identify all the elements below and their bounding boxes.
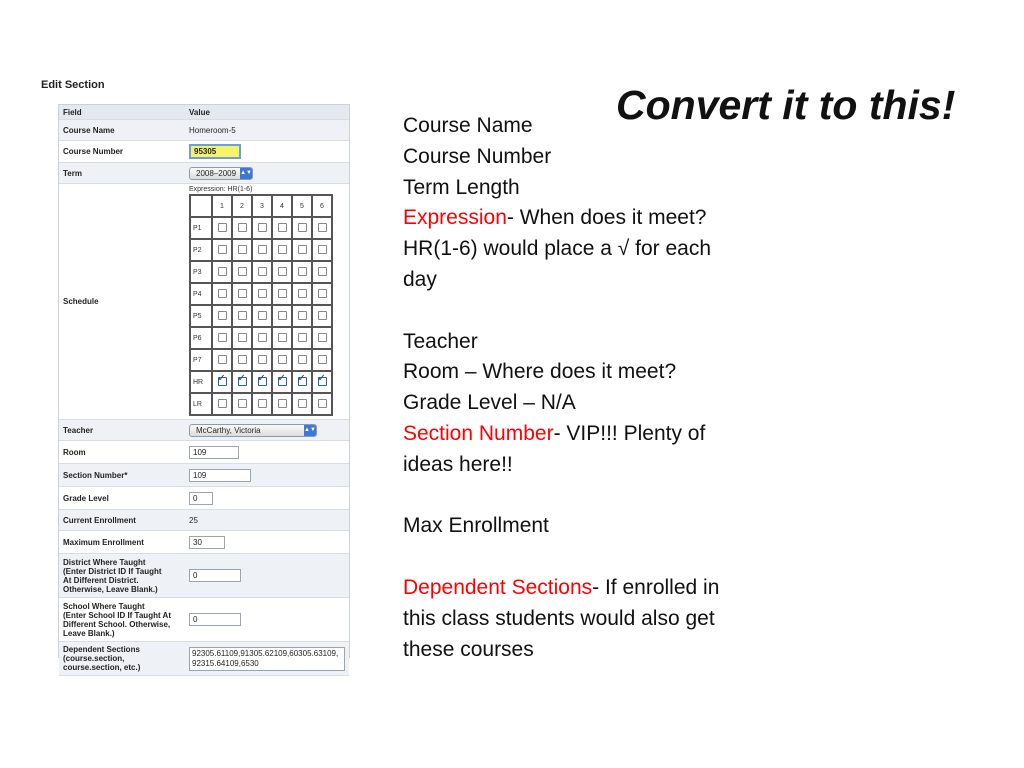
schedule-cell bbox=[212, 371, 232, 393]
note-term-length: Term Length bbox=[403, 175, 520, 199]
schedule-day-header: 4 bbox=[272, 195, 292, 217]
schedule-period-row bbox=[190, 349, 332, 371]
schedule-grid-corner bbox=[190, 195, 212, 217]
schedule-cell bbox=[272, 239, 292, 261]
schedule-cell bbox=[212, 217, 232, 239]
schedule-cell bbox=[272, 393, 292, 415]
note-dependent-sections-cont: this class students would also get bbox=[403, 606, 715, 630]
schedule-period-row bbox=[190, 239, 332, 261]
teacher-select[interactable] bbox=[189, 424, 317, 437]
schedule-cell bbox=[312, 327, 332, 349]
max-enrollment-row bbox=[59, 531, 349, 554]
note-spacer bbox=[403, 481, 803, 512]
note-dependent-sections bbox=[403, 573, 803, 604]
note-expression-keyword: Expression bbox=[403, 206, 507, 230]
note-expression-detail: HR(1-6) would place a √ for each bbox=[403, 237, 711, 261]
schedule-cell bbox=[292, 371, 312, 393]
schedule-checkbox[interactable] bbox=[218, 311, 227, 320]
schedule-checkbox[interactable] bbox=[278, 355, 287, 364]
course-number-label: Course Number bbox=[59, 141, 185, 163]
schedule-checkbox[interactable] bbox=[258, 223, 267, 232]
current-enrollment-label: Current Enrollment bbox=[59, 510, 185, 531]
schedule-cell bbox=[252, 327, 272, 349]
schedule-period-label: P3 bbox=[190, 261, 212, 283]
schedule-checkbox[interactable] bbox=[298, 267, 307, 276]
schedule-cell bbox=[212, 327, 232, 349]
schedule-period-row bbox=[190, 283, 332, 305]
district-taught-label bbox=[59, 554, 185, 598]
teacher-label: Teacher bbox=[59, 420, 185, 441]
schedule-cell bbox=[232, 371, 252, 393]
schedule-cell bbox=[292, 239, 312, 261]
schedule-checkbox[interactable] bbox=[258, 267, 267, 276]
schedule-cell bbox=[272, 349, 292, 371]
note-max-enrollment: Max Enrollment bbox=[403, 514, 549, 538]
schedule-cell bbox=[272, 283, 292, 305]
schedule-checkbox[interactable] bbox=[318, 223, 327, 232]
schedule-cell bbox=[292, 283, 312, 305]
schedule-checkbox[interactable] bbox=[238, 223, 247, 232]
schedule-period-row bbox=[190, 305, 332, 327]
schedule-checkbox[interactable] bbox=[278, 333, 287, 342]
note-spacer bbox=[403, 296, 803, 327]
schedule-checkbox-checked[interactable] bbox=[258, 377, 267, 386]
schedule-day-header: 5 bbox=[292, 195, 312, 217]
schedule-cell bbox=[252, 349, 272, 371]
schedule-cell bbox=[292, 305, 312, 327]
schedule-checkbox[interactable] bbox=[298, 333, 307, 342]
schedule-period-row bbox=[190, 393, 332, 415]
note-teacher: Teacher bbox=[403, 329, 478, 353]
schedule-checkbox[interactable] bbox=[218, 223, 227, 232]
note-dependent-sections-keyword: Dependent Sections bbox=[403, 575, 593, 599]
schedule-cell bbox=[312, 305, 332, 327]
schedule-cell bbox=[232, 349, 252, 371]
schedule-checkbox[interactable] bbox=[278, 289, 287, 298]
schedule-checkbox[interactable] bbox=[218, 333, 227, 342]
teacher-select-value: McCarthy, Victoria bbox=[196, 425, 261, 435]
form-table bbox=[59, 105, 349, 676]
schedule-cell bbox=[312, 393, 332, 415]
schedule-period-label: P7 bbox=[190, 349, 212, 371]
select-arrows-icon: ▲▼ bbox=[240, 168, 252, 179]
schedule-cell bbox=[232, 393, 252, 415]
schedule-checkbox[interactable] bbox=[238, 289, 247, 298]
schedule-cell bbox=[232, 283, 252, 305]
district-taught-row bbox=[59, 554, 349, 598]
school-taught-label bbox=[59, 598, 185, 642]
schedule-cell bbox=[252, 283, 272, 305]
term-select-value: 2008–2009 bbox=[196, 168, 237, 178]
schedule-checkbox-checked[interactable] bbox=[278, 377, 287, 386]
dependent-sections-label bbox=[59, 642, 185, 676]
schedule-cell bbox=[272, 217, 292, 239]
schedule-cell bbox=[292, 349, 312, 371]
value-column-header: Value bbox=[185, 105, 349, 120]
room-label: Room bbox=[59, 441, 185, 464]
dependent-sections-label-line: course.section, etc.) bbox=[63, 663, 141, 672]
schedule-period-label: P5 bbox=[190, 305, 212, 327]
schedule-cell bbox=[212, 393, 232, 415]
schedule-checkbox[interactable] bbox=[258, 289, 267, 298]
schedule-cell bbox=[292, 327, 312, 349]
section-number-row bbox=[59, 464, 349, 487]
district-taught-label-line: At Different District. bbox=[63, 575, 139, 585]
note-section-number-cont: ideas here!! bbox=[403, 452, 513, 476]
school-taught-label-line: Different School. Otherwise, bbox=[63, 619, 171, 629]
schedule-checkbox[interactable] bbox=[318, 355, 327, 364]
schedule-period-label: P2 bbox=[190, 239, 212, 261]
schedule-cell bbox=[232, 239, 252, 261]
schedule-row bbox=[59, 184, 349, 420]
schedule-period-row bbox=[190, 327, 332, 349]
term-row bbox=[59, 163, 349, 184]
schedule-checkbox[interactable] bbox=[318, 245, 327, 254]
dependent-sections-row bbox=[59, 642, 349, 676]
section-number-input[interactable]: 109 bbox=[189, 469, 251, 482]
schedule-expression: Expression: HR(1-6) bbox=[189, 186, 253, 193]
schedule-period-label: P4 bbox=[190, 283, 212, 305]
select-arrows-icon: ▲▼ bbox=[304, 425, 316, 436]
schedule-checkbox[interactable] bbox=[258, 333, 267, 342]
schedule-period-label: P1 bbox=[190, 217, 212, 239]
schedule-checkbox[interactable] bbox=[278, 245, 287, 254]
schedule-grid bbox=[189, 194, 333, 416]
course-number-row bbox=[59, 141, 349, 163]
note-course-number: Course Number bbox=[403, 144, 552, 168]
schedule-checkbox[interactable] bbox=[258, 245, 267, 254]
schedule-day-header: 3 bbox=[252, 195, 272, 217]
schedule-checkbox[interactable] bbox=[218, 267, 227, 276]
schedule-cell bbox=[292, 393, 312, 415]
course-number-input[interactable]: 95305 bbox=[189, 144, 241, 159]
schedule-cell bbox=[232, 327, 252, 349]
schedule-cell bbox=[272, 261, 292, 283]
schedule-checkbox[interactable] bbox=[218, 289, 227, 298]
schedule-day-header: 6 bbox=[312, 195, 332, 217]
max-enrollment-input[interactable]: 30 bbox=[189, 536, 225, 549]
schedule-checkbox[interactable] bbox=[298, 311, 307, 320]
schedule-cell bbox=[292, 261, 312, 283]
note-spacer bbox=[403, 542, 803, 573]
schedule-cell bbox=[232, 217, 252, 239]
note-section-number-text: - VIP!!! Plenty of bbox=[553, 421, 706, 445]
grade-level-input[interactable]: 0 bbox=[189, 492, 213, 505]
schedule-cell bbox=[312, 283, 332, 305]
schedule-period-row bbox=[190, 261, 332, 283]
schedule-cell bbox=[252, 217, 272, 239]
schedule-cell bbox=[252, 371, 272, 393]
schedule-cell bbox=[272, 327, 292, 349]
schedule-label: Schedule bbox=[59, 184, 185, 420]
schedule-checkbox[interactable] bbox=[318, 399, 327, 408]
schedule-cell bbox=[272, 371, 292, 393]
schedule-checkbox[interactable] bbox=[278, 311, 287, 320]
schedule-checkbox[interactable] bbox=[318, 333, 327, 342]
grade-level-label: Grade Level bbox=[59, 487, 185, 510]
dependent-sections-label-line: Dependent Sections bbox=[63, 645, 140, 654]
note-expression bbox=[403, 203, 803, 234]
district-taught-label-line: District Where Taught bbox=[63, 557, 146, 567]
teacher-row bbox=[59, 420, 349, 441]
room-row bbox=[59, 441, 349, 464]
schedule-cell bbox=[232, 261, 252, 283]
schedule-checkbox-checked[interactable] bbox=[218, 377, 227, 386]
schedule-checkbox[interactable] bbox=[318, 311, 327, 320]
schedule-cell bbox=[212, 239, 232, 261]
schedule-checkbox[interactable] bbox=[318, 267, 327, 276]
district-taught-input[interactable]: 0 bbox=[189, 569, 241, 582]
schedule-checkbox[interactable] bbox=[238, 311, 247, 320]
current-enrollment-value: 25 bbox=[185, 510, 349, 531]
form-header-row bbox=[59, 105, 349, 120]
schedule-period-label: HR bbox=[190, 371, 212, 393]
schedule-checkbox[interactable] bbox=[298, 399, 307, 408]
term-label: Term bbox=[59, 163, 185, 184]
schedule-cell bbox=[212, 283, 232, 305]
schedule-checkbox[interactable] bbox=[238, 333, 247, 342]
dependent-sections-label-line: (course.section, bbox=[63, 654, 125, 663]
schedule-cell bbox=[292, 217, 312, 239]
schedule-checkbox-checked[interactable] bbox=[238, 377, 247, 386]
schedule-checkbox[interactable] bbox=[258, 399, 267, 408]
schedule-cell bbox=[312, 217, 332, 239]
schedule-checkbox[interactable] bbox=[238, 267, 247, 276]
district-taught-label-line: Otherwise, Leave Blank.) bbox=[63, 584, 158, 594]
schedule-period-label: LR bbox=[190, 393, 212, 415]
schedule-period-label: P6 bbox=[190, 327, 212, 349]
note-expression-detail-cont: day bbox=[403, 267, 437, 291]
schedule-cell bbox=[272, 305, 292, 327]
note-grade-level: Grade Level – N/A bbox=[403, 391, 576, 415]
field-column-header: Field bbox=[59, 105, 185, 120]
schedule-checkbox[interactable] bbox=[238, 399, 247, 408]
note-room: Room – Where does it meet? bbox=[403, 360, 677, 384]
note-expression-text: - When does it meet? bbox=[506, 206, 707, 230]
room-input[interactable]: 109 bbox=[189, 446, 239, 459]
schedule-cell bbox=[212, 305, 232, 327]
schedule-day-header: 1 bbox=[212, 195, 232, 217]
schedule-checkbox-checked[interactable] bbox=[298, 377, 307, 386]
schedule-day-header: 2 bbox=[232, 195, 252, 217]
note-dependent-sections-cont: these courses bbox=[403, 637, 534, 661]
schedule-checkbox[interactable] bbox=[278, 267, 287, 276]
school-taught-label-line: School Where Taught bbox=[63, 601, 145, 611]
school-taught-input[interactable]: 0 bbox=[189, 613, 241, 626]
schedule-checkbox[interactable] bbox=[298, 355, 307, 364]
max-enrollment-label: Maximum Enrollment bbox=[59, 531, 185, 554]
schedule-checkbox[interactable] bbox=[278, 399, 287, 408]
school-taught-row bbox=[59, 598, 349, 642]
course-name-value: Homeroom-5 bbox=[185, 120, 349, 141]
note-section-number-keyword: Section Number bbox=[403, 421, 554, 445]
schedule-cell bbox=[252, 239, 272, 261]
schedule-checkbox-checked[interactable] bbox=[318, 377, 327, 386]
term-select[interactable] bbox=[189, 167, 253, 180]
schedule-cell bbox=[312, 261, 332, 283]
note-course-name: Course Name bbox=[403, 114, 533, 137]
schedule-cell bbox=[252, 393, 272, 415]
schedule-checkbox[interactable] bbox=[278, 223, 287, 232]
course-name-row bbox=[59, 120, 349, 141]
current-enrollment-row bbox=[59, 510, 349, 531]
schedule-cell bbox=[212, 261, 232, 283]
grade-level-row bbox=[59, 487, 349, 510]
schedule-checkbox[interactable] bbox=[218, 245, 227, 254]
note-dependent-sections-text: - If enrolled in bbox=[592, 575, 720, 599]
schedule-checkbox[interactable] bbox=[258, 311, 267, 320]
dependent-sections-textarea[interactable]: 92305.61109,91305.62109,60305.63109,92315.64109,6530 bbox=[189, 647, 345, 671]
schedule-checkbox[interactable] bbox=[298, 223, 307, 232]
schedule-period-row bbox=[190, 217, 332, 239]
schedule-checkbox[interactable] bbox=[298, 289, 307, 298]
note-section-number bbox=[403, 419, 803, 450]
slide-notes bbox=[403, 111, 803, 665]
schedule-cell bbox=[312, 239, 332, 261]
district-taught-label-line: (Enter District ID If Taught bbox=[63, 566, 162, 576]
edit-section-form bbox=[58, 104, 350, 672]
schedule-cell bbox=[312, 371, 332, 393]
schedule-checkbox[interactable] bbox=[238, 245, 247, 254]
edit-section-title: Edit Section bbox=[41, 79, 105, 91]
section-number-label: Section Number* bbox=[59, 464, 185, 487]
slide-title: Convert it to this! bbox=[616, 82, 956, 128]
schedule-cell bbox=[232, 305, 252, 327]
course-name-label: Course Name bbox=[59, 120, 185, 141]
schedule-checkbox[interactable] bbox=[218, 355, 227, 364]
schedule-period-row bbox=[190, 371, 332, 393]
schedule-checkbox[interactable] bbox=[298, 245, 307, 254]
schedule-checkbox[interactable] bbox=[258, 355, 267, 364]
schedule-checkbox[interactable] bbox=[218, 399, 227, 408]
schedule-cell bbox=[252, 305, 272, 327]
schedule-checkbox[interactable] bbox=[238, 355, 247, 364]
school-taught-label-line: (Enter School ID If Taught At bbox=[63, 610, 171, 620]
schedule-checkbox[interactable] bbox=[318, 289, 327, 298]
schedule-cell bbox=[252, 261, 272, 283]
schedule-cell bbox=[212, 349, 232, 371]
school-taught-label-line: Leave Blank.) bbox=[63, 628, 115, 638]
schedule-grid-header bbox=[190, 195, 332, 217]
schedule-cell bbox=[312, 349, 332, 371]
